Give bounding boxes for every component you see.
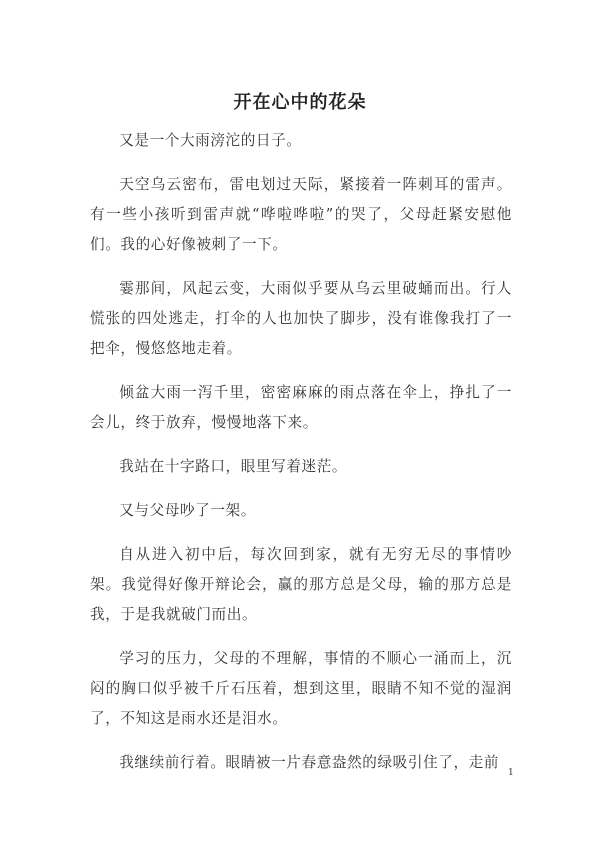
paragraph: 我继续前行着。眼睛被一片春意盎然的绿吸引住了，走前 [119, 754, 500, 771]
footer-divider [90, 768, 510, 776]
paragraph: 又与父母吵了一架。 [119, 502, 256, 519]
document-title: 开在心中的花朵 [233, 92, 367, 113]
paragraph: 天空乌云密布，雷电划过天际，紧接着一阵刺耳的雷声。有一些小孩听到雷声就“哗啦哗啦”的哭了，父母赶紧安慰他们。我的心好像被刺了一下。 [90, 176, 512, 253]
paragraph: 又是一个大雨滂沱的日子。 [119, 132, 302, 149]
paragraph: 霎那间，风起云变，大雨似乎要从乌云里破蛹而出。行人慌张的四处逃走，打伞的人也加快了脚步，没有谁像我打了一把伞，慢悠悠地走着。 [90, 280, 512, 357]
paragraph: 自从进入初中后，每次回到家，就有无穷无尽的事情吵架。我觉得好像开辩论会，赢的那方总是父母，输的那方总是我，于是我就破门而出。 [90, 546, 512, 623]
paragraph: 倾盆大雨一泻千里，密密麻麻的雨点落在伞上，挣扎了一会儿，终于放弃，慢慢地落下来。 [90, 384, 512, 431]
paragraph: 我站在十字路口，眼里写着迷茫。 [119, 458, 348, 475]
document-body [90, 126, 512, 792]
paragraph: 学习的压力，父母的不理解，事情的不顺心一涌而上，沉闷的胸口似乎被千斤石压着，想到这里，眼睛不知不觉的湿润了，不知这是雨水还是泪水。 [90, 650, 512, 727]
page-number: 1 [508, 768, 514, 778]
